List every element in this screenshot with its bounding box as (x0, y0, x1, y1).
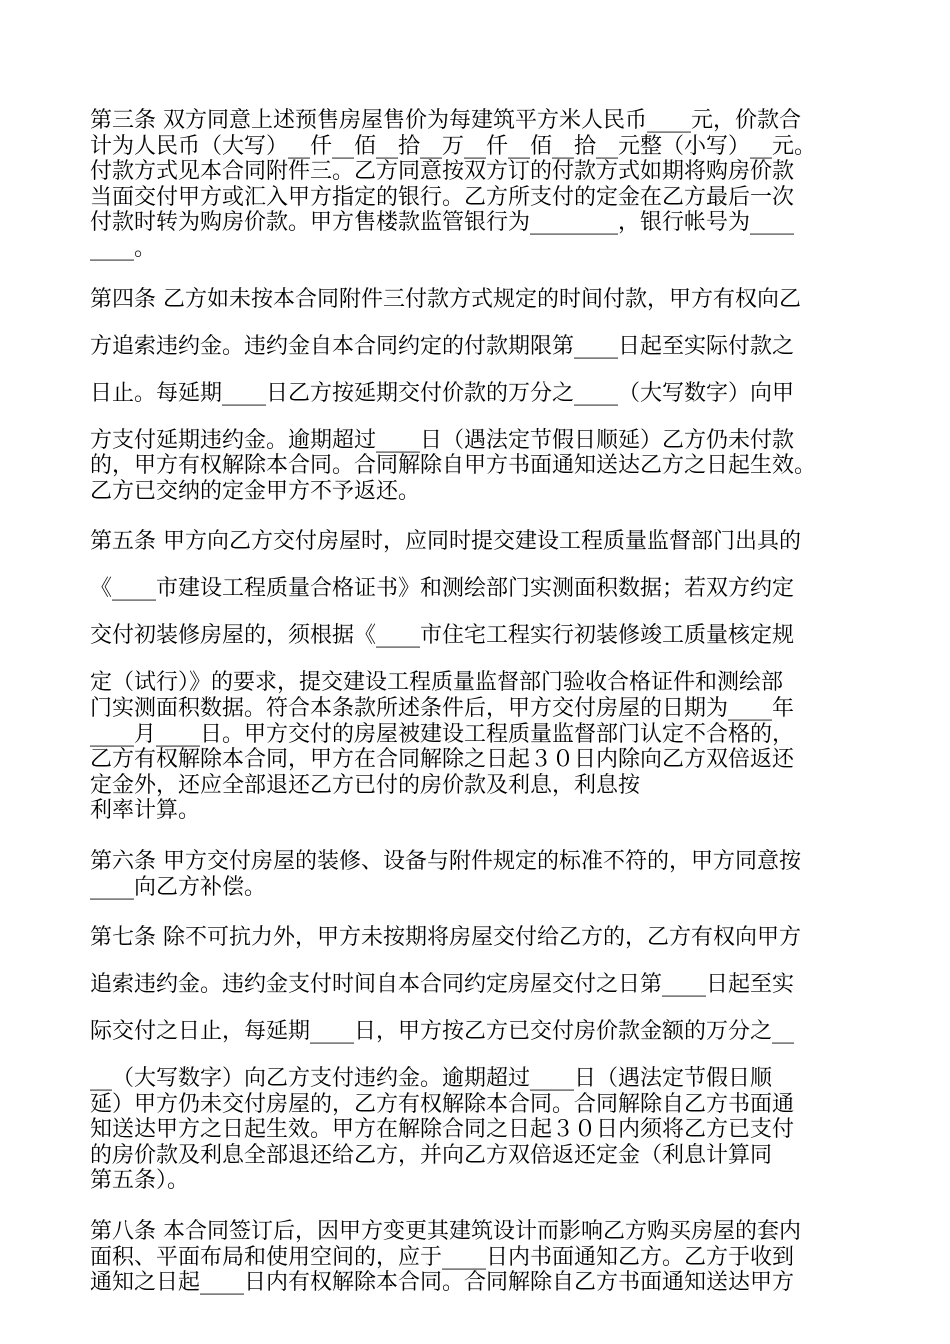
clause-8-line: 第八条 本合同签订后，因甲方变更其建筑设计而影响乙方购买房屋的套内 (90, 1219, 801, 1245)
clause-4-line: 日止。每延期____日乙方按延期交付价款的万分之____（大写数字）向甲 (90, 380, 795, 406)
clause-3-line: 计为人民币（大写）__仟__佰__拾__万__仟__佰__拾__元整（小写）__元。 (90, 133, 817, 159)
clause-6 (90, 849, 880, 900)
clause-7-line: 的房价款及利息全部退还给乙方，并向乙方双倍返还定金（利息计算同 (90, 1142, 773, 1168)
clause-4-line: 乙方已交纳的定金甲方不予返还。 (90, 478, 421, 504)
clause-5-line: 《____市建设工程质量合格证书》和测绘部门实测面积数据；若双方约定 (90, 576, 795, 602)
clause-8-line: 面积、平面布局和使用空间的，应于____日内书面通知乙方。乙方于收到 (90, 1244, 795, 1270)
clause-7-line: 际交付之日止，每延期____日，甲方按乙方已交付房价款金额的万分之__ (90, 1019, 795, 1045)
clause-5-line: 第五条 甲方向乙方交付房屋时，应同时提交建设工程质量监督部门出具的 (90, 529, 801, 555)
clause-7-line: 第五条）。 (90, 1168, 190, 1194)
clause-5-line: 门实测面积数据。符合本条款所述条件后，甲方交付房屋的日期为____年 (90, 695, 795, 721)
clause-5-line: 利率计算。 (90, 798, 201, 824)
clause-8 (90, 1219, 880, 1296)
clause-7-line: __（大写数字）向乙方支付违约金。逾期超过____日（遇法定节假日顺 (90, 1066, 773, 1092)
clause-5-line: 定金外，还应全部退还乙方已付的房价款及利息，利息按 (90, 772, 641, 798)
clause-7-line: 知送达甲方之日起生效。甲方在解除合同之日起３０日内须将乙方已支付 (90, 1117, 795, 1143)
clause-6-line: 第六条 甲方交付房屋的装修、设备与附件规定的标准不符的，甲方同意按 (90, 848, 801, 874)
clause-3-line: 付款时转为购房价款。甲方售楼款监管银行为________，银行帐号为____ (90, 210, 795, 236)
clause-4-line: 的，甲方有权解除本合同。合同解除自甲方书面通知送达乙方之日起生效。 (90, 453, 817, 479)
clause-4 (90, 287, 880, 505)
clause-3 (90, 108, 880, 262)
clause-3-line: ____。 (90, 235, 157, 261)
clause-7-line: 追索违约金。违约金支付时间自本合同约定房屋交付之日第____日起至实 (90, 972, 795, 998)
clause-8-line: 通知之日起____日内有权解除本合同。合同解除自乙方书面通知送达甲方 (90, 1270, 795, 1296)
clause-5-line: ____月____日。甲方交付的房屋被建设工程质量监督部门认定不合格的， (90, 721, 795, 747)
document-page (90, 108, 880, 1296)
clause-6-line: ____向乙方补偿。 (90, 874, 267, 900)
clause-5-line: 交付初装修房屋的，须根据《____市住宅工程实行初装修竣工质量核定规 (90, 623, 795, 649)
clause-5-line: 乙方有权解除本合同，甲方在合同解除之日起３０日内除向乙方双倍返还 (90, 747, 795, 773)
clause-4-line: 方追索违约金。违约金自本合同约定的付款期限第____日起至实际付款之 (90, 333, 795, 359)
clause-4-line: 第四条 乙方如未按本合同附件三付款方式规定的时间付款，甲方有权向乙 (90, 286, 801, 312)
clause-7 (90, 925, 880, 1194)
clause-3-line: 付款方式见本合同附件三。乙方同意按双方订的付款方式如期将购房价款 (90, 159, 795, 185)
clause-5-line: 定（试行）》的要求，提交建设工程质量监督部门验收合格证件和测绘部 (90, 670, 784, 696)
clause-3-line: 第三条 双方同意上述预售房屋售价为每建筑平方米人民币____元，价款合 (90, 108, 801, 133)
clause-4-line: 方支付延期违约金。逾期超过____日（遇法定节假日顺延）乙方仍未付款 (90, 427, 795, 453)
clause-3-line: 当面交付甲方或汇入甲方指定的银行。乙方所支付的定金在乙方最后一次 (90, 184, 795, 210)
clause-7-line: 第七条 除不可抗力外，甲方未按期将房屋交付给乙方的，乙方有权向甲方 (90, 925, 801, 951)
clause-5 (90, 529, 880, 824)
clause-7-line: 延）甲方仍未交付房屋的，乙方有权解除本合同。合同解除自乙方书面通 (90, 1091, 795, 1117)
